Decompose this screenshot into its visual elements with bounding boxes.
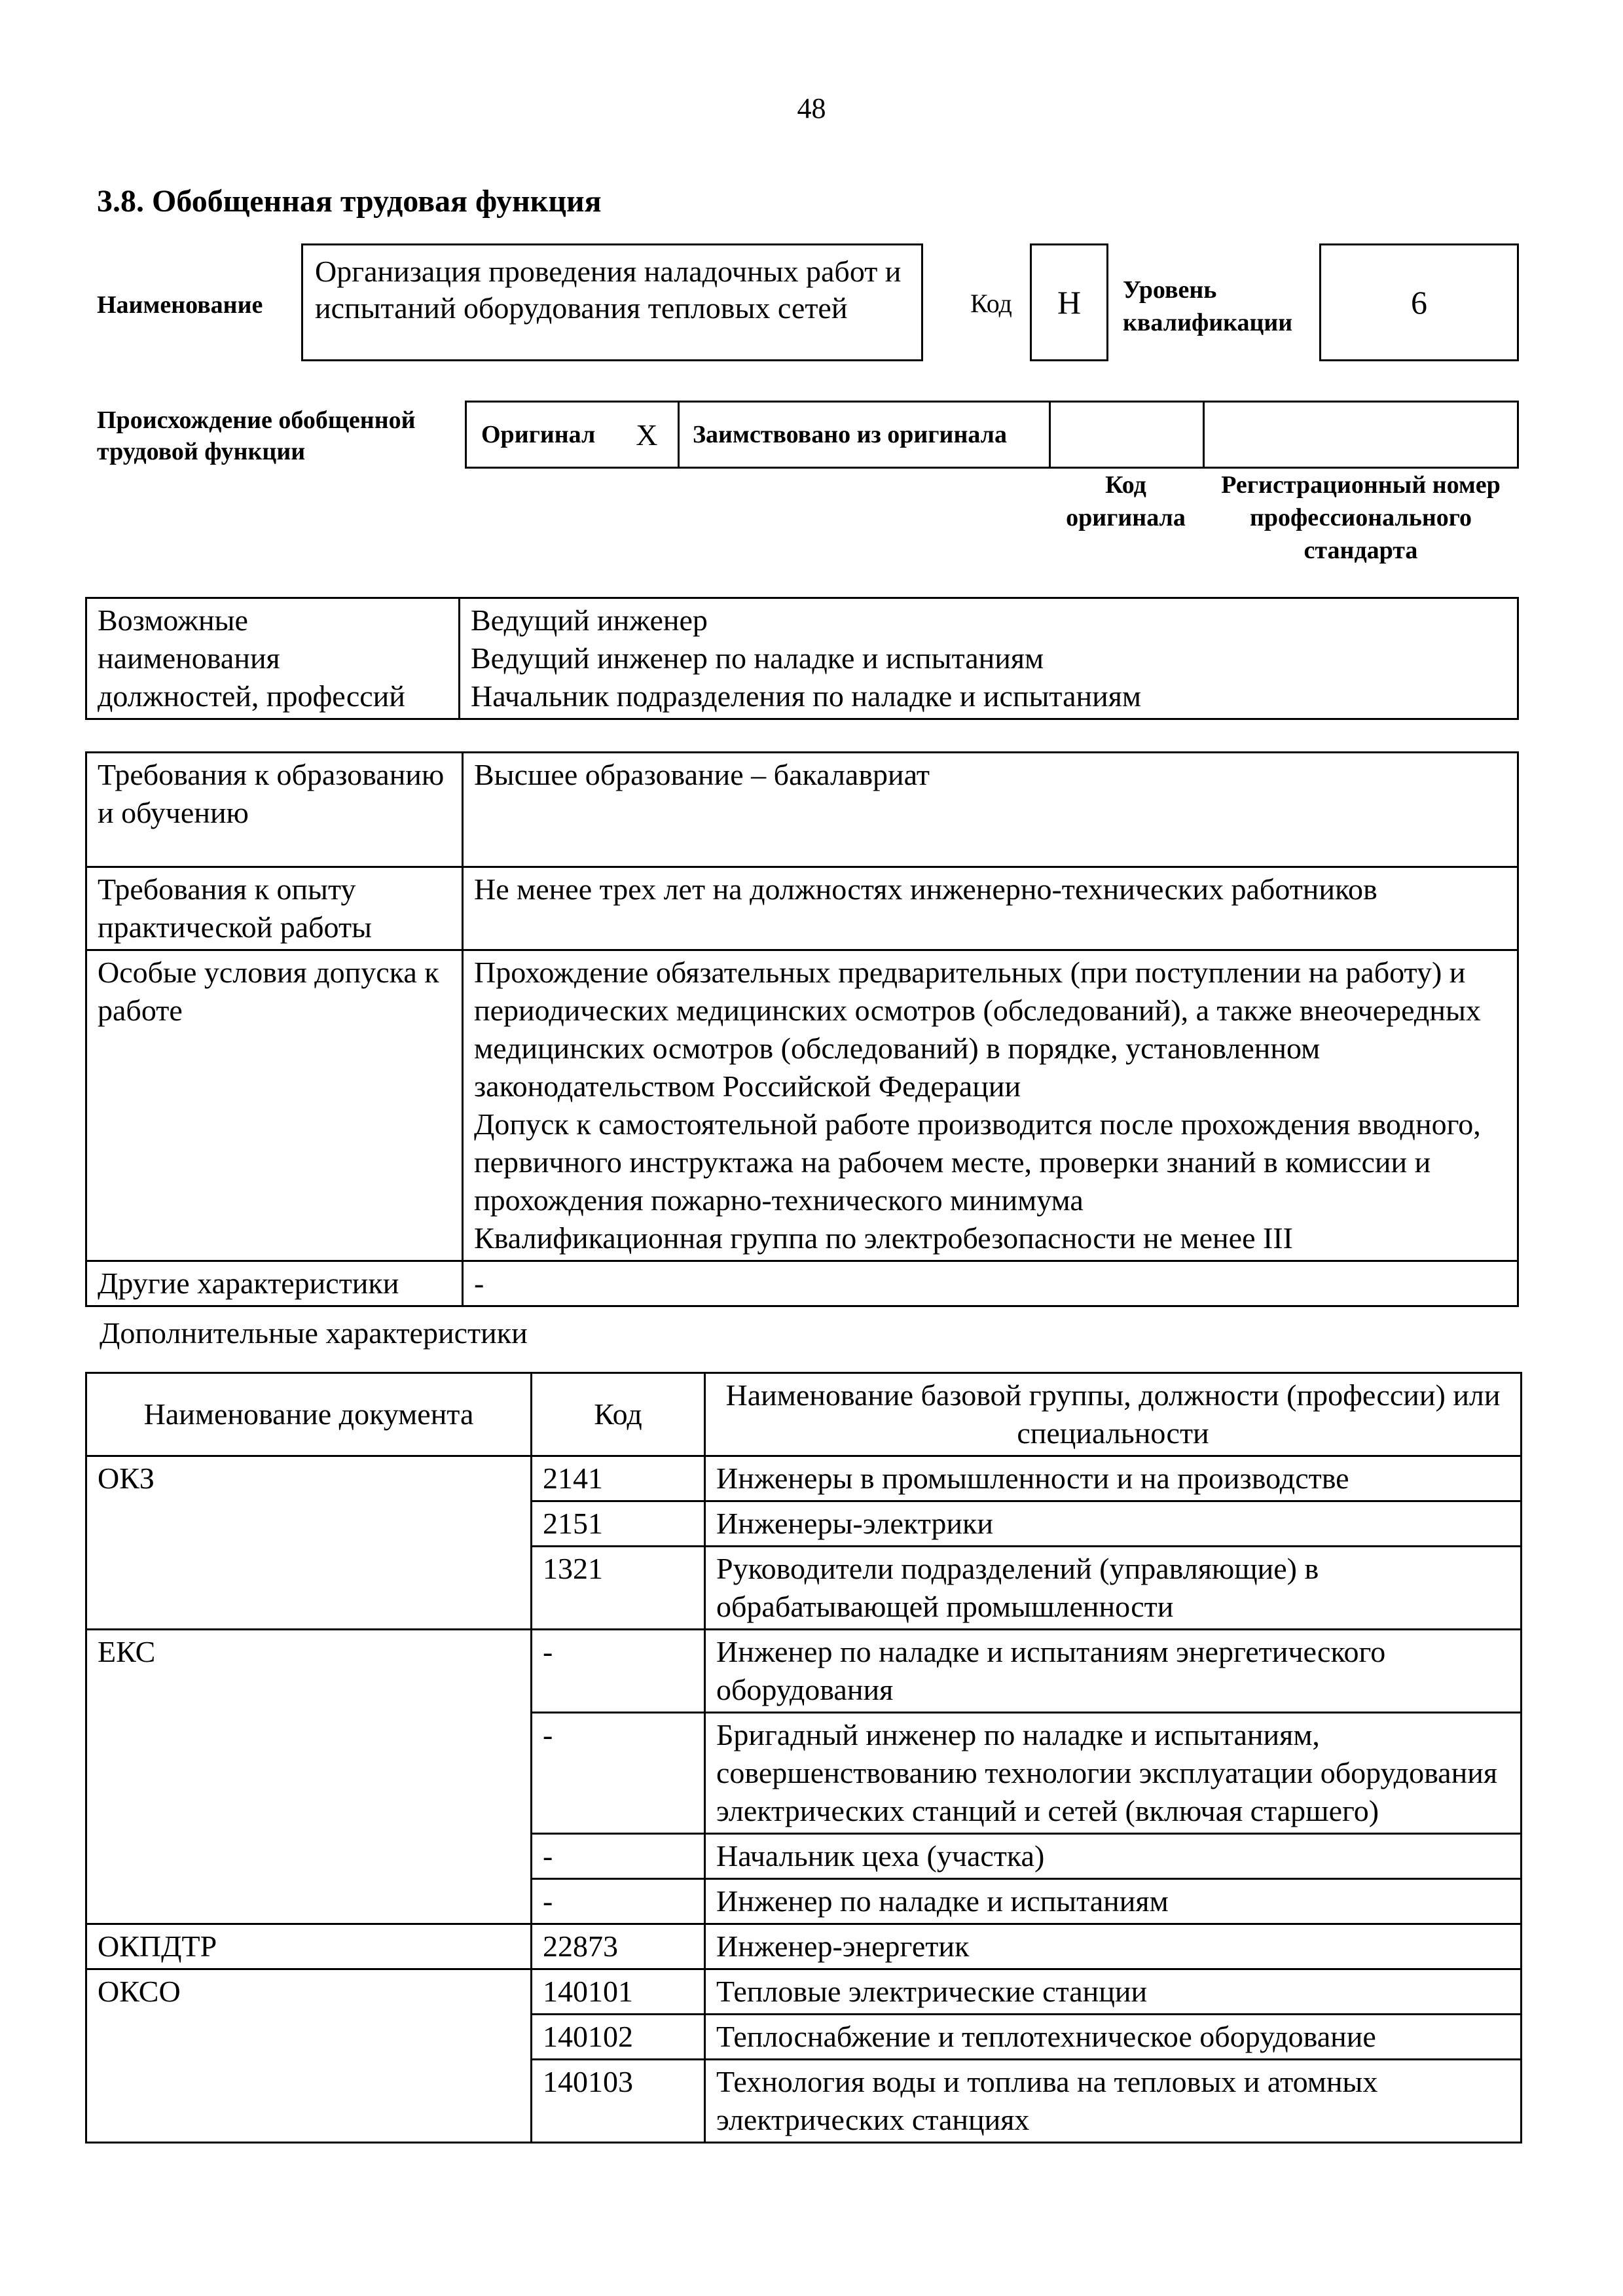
additional-title: Дополнительные характеристики [100,1316,528,1350]
requirement-value-experience: Не менее трех лет на должностях инженерно-технических работников [463,867,1518,950]
origin-label [97,404,416,467]
header-name: Наименование базовой группы, должности (профессии) или специальности [705,1373,1522,1456]
reg-number-caption-line-3: стандарта [1304,537,1418,564]
requirement-label-admission: Особые условия допуска к работе [86,950,463,1261]
name-cell: Начальник цеха (участка) [705,1834,1522,1879]
code-cell: 2151 [532,1501,705,1547]
name-cell: Теплоснабжение и теплотехническое оборудование [705,2015,1522,2060]
admission-paragraph: Допуск к самостоятельной работе производится после прохождения вводного, первичного инструктажа на рабочем месте, проверки знаний в комиссии и прохождения пожарно-технического минимума [474,1107,1481,1217]
doc-eks: ЕКС [86,1630,532,1924]
code-cell: - [532,1713,705,1834]
positions-label-line-1: Возможные [98,603,248,637]
code-cell: 140102 [532,2015,705,2060]
code-cell: - [532,1834,705,1879]
reg-number-cell [1203,401,1519,469]
name-cell: Инженер по наладке и испытаниям [705,1879,1522,1924]
original-code-caption [1049,469,1203,534]
position-item: Начальник подразделения по наладке и испытаниям [471,679,1142,713]
positions-label-line-2: наименования [98,641,280,675]
level-box: 6 [1319,243,1519,361]
original-code-caption-line-1: Код [1105,471,1146,499]
positions-table [85,597,1519,720]
admission-paragraph: Прохождение обязательных предварительных (при поступлении на работу) и периодических медицинских осмотров (обследований), а также внеочередных медицинских осмотров (обследований) в порядке, установленном законодательством Российской Федерации [474,956,1481,1103]
page-number: 48 [797,92,826,124]
name-cell: Инженеры в промышленности и на производстве [705,1456,1522,1501]
code-cell: 22873 [532,1924,705,1969]
level-label-line-1: Уровень [1123,276,1217,304]
code-label: Код [970,289,1012,318]
requirement-value-admission [463,950,1518,1261]
borrowed-cell: Заимствовано из оригинала [678,401,1049,469]
requirements-table [85,751,1519,1307]
name-cell: Технология воды и топлива на тепловых и атомных электрических станциях [705,2060,1522,2143]
level-label [1123,274,1292,339]
position-item: Ведущий инженер по наладке и испытаниям [471,641,1044,675]
requirement-label-other: Другие характеристики [86,1261,463,1306]
original-code-caption-line-2: оригинала [1066,504,1186,531]
name-cell: Бригадный инженер по наладке и испытаниям, совершенствованию технологии эксплуатации оборудования электрических станций и сетей (включая старшего) [705,1713,1522,1834]
positions-list [460,598,1518,719]
doc-okso: ОКСО [86,1969,532,2143]
name-label: Наименование [97,291,263,319]
code-cell: 2141 [532,1456,705,1501]
header-document: Наименование документа [86,1373,532,1456]
origin-label-line-1: Происхождение обобщенной [97,406,416,434]
admission-paragraph: Квалификационная группа по электробезопасности не менее III [474,1221,1293,1255]
code-cell: 1321 [532,1547,705,1630]
position-item: Ведущий инженер [471,603,708,637]
name-cell: Инженеры-электрики [705,1501,1522,1547]
code-cell: 140103 [532,2060,705,2143]
reg-number-caption [1203,469,1519,567]
requirement-value-education: Высшее образование – бакалавриат [463,753,1518,867]
function-name-box: Организация проведения наладочных работ и испытаний оборудования тепловых сетей [301,243,923,361]
level-label-line-2: квалификации [1123,309,1293,336]
requirement-value-other: - [463,1261,1518,1306]
additional-table [85,1372,1522,2144]
requirement-label-education: Требования к образованию и обучению [86,753,463,867]
name-cell: Инженер-энергетик [705,1924,1522,1969]
doc-okpdtr: ОКПДТР [86,1924,532,1969]
name-cell: Руководители подразделений (управляющие) в обрабатывающей промышленности [705,1547,1522,1630]
section-title: 3.8. Обобщенная трудовая функция [97,184,602,219]
original-mark: X [636,418,658,452]
requirement-label-experience: Требования к опыту практической работы [86,867,463,950]
reg-number-caption-line-1: Регистрационный номер [1221,471,1501,499]
code-cell: - [532,1630,705,1713]
original-cell [465,401,678,469]
header-code: Код [532,1373,705,1456]
origin-label-line-2: трудовой функции [97,438,306,465]
code-cell: 140101 [532,1969,705,2015]
original-code-cell [1049,401,1203,469]
reg-number-caption-line-2: профессионального [1249,504,1472,531]
code-cell: - [532,1879,705,1924]
doc-okz: ОКЗ [86,1456,532,1630]
name-cell: Тепловые электрические станции [705,1969,1522,2015]
name-cell: Инженер по наладке и испытаниям энергетического оборудования [705,1630,1522,1713]
code-box: Н [1030,243,1108,361]
origin-row [465,401,1519,469]
positions-label [86,598,460,719]
original-label: Оригинал [481,421,596,448]
positions-label-line-3: должностей, профессий [98,679,405,713]
